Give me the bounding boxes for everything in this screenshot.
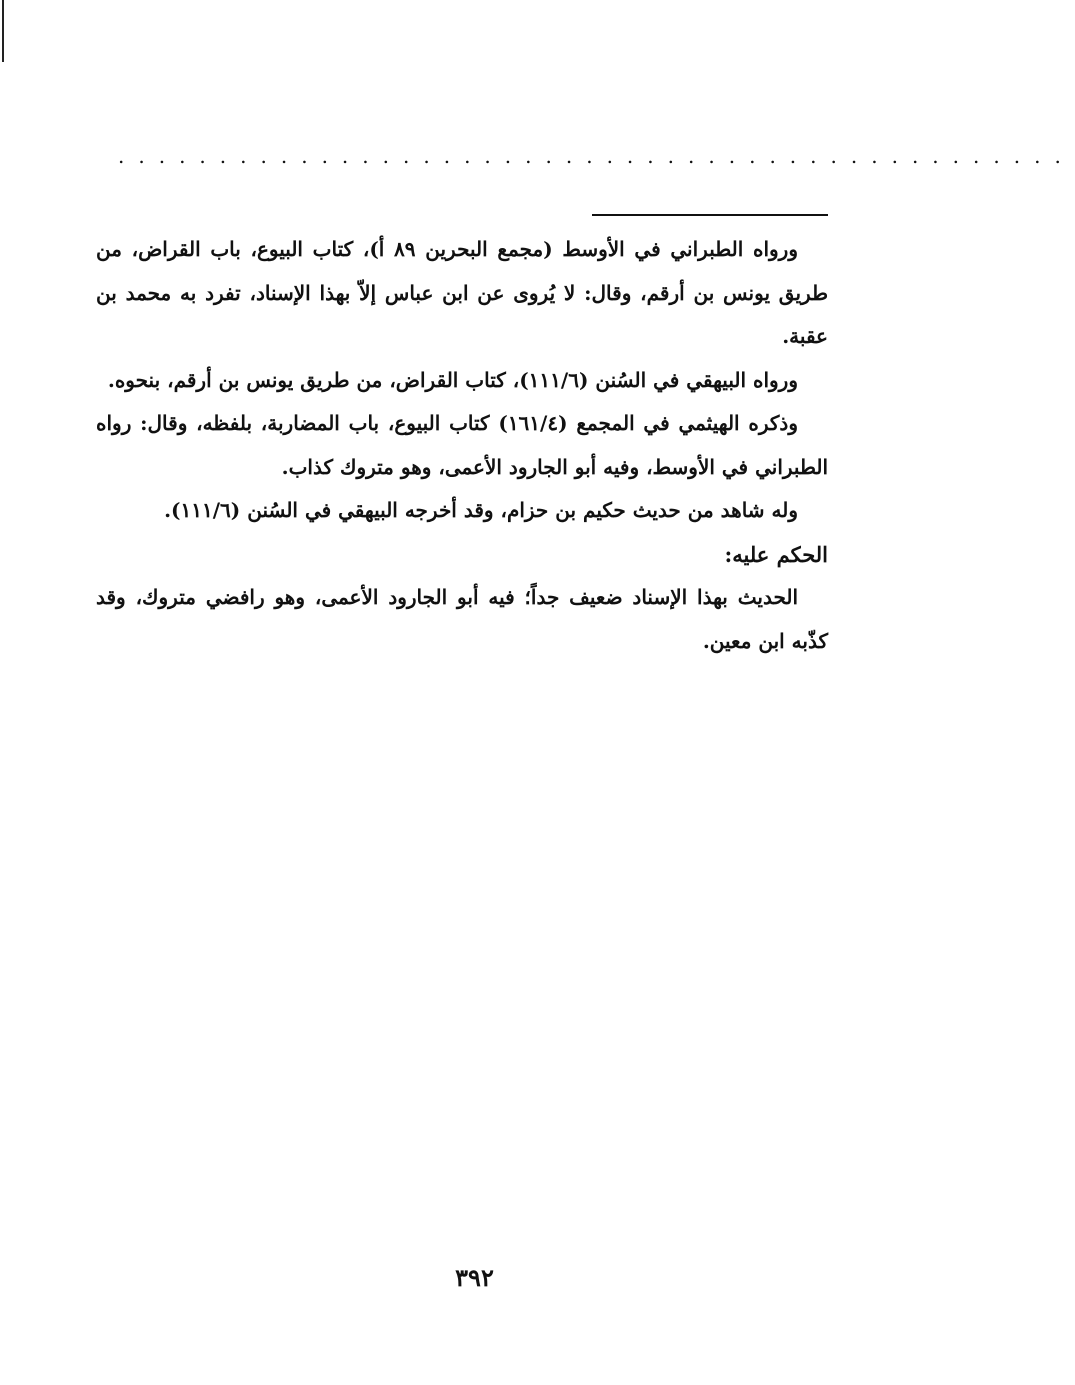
ruling-heading: الحكم عليه: <box>724 541 828 567</box>
ruling-text: الحديث بهذا الإسناد ضعيف جداً؛ فيه أبو الجارود الأعمى، وهو رافضي متروك، وقد كذّبه ابن معين. <box>96 585 828 653</box>
footnote-text-block <box>96 228 828 663</box>
footnote-rule <box>592 214 828 216</box>
dotted-separator: ............................................... <box>118 144 1075 168</box>
footnote-paragraph-witness: وله شاهد من حديث حكيم بن حزام، وقد أخرجه البيهقي في السُنن (١١١/٦). <box>164 498 798 522</box>
page-number: ٣٩٢ <box>455 1263 494 1292</box>
footnote-paragraph-bayhaqi: ورواه البيهقي في السُنن (١١١/٦)، كتاب القراض، من طريق يونس بن أرقم، بنحوه. <box>107 367 798 392</box>
footnote-paragraph-haythami: وذكره الهيثمي في المجمع (١٦١/٤) كتاب البيوع، باب المضاربة، بلفظه، وقال: رواه الطبراني في الأوسط، وفيه أبو الجارود الأعمى، وهو متروك كذاب. <box>96 411 828 479</box>
footnote-paragraph-tabarani: ورواه الطبراني في الأوسط (مجمع البحرين ٨٩ أ)، كتاب البيوع، باب القراض، من طريق يونس بن أرقم، وقال: لا يُروى عن ابن عباس إلاّ بهذا الإسناد، تفرد به محمد بن عقبة. <box>96 237 828 348</box>
scan-edge-mark <box>2 0 4 62</box>
